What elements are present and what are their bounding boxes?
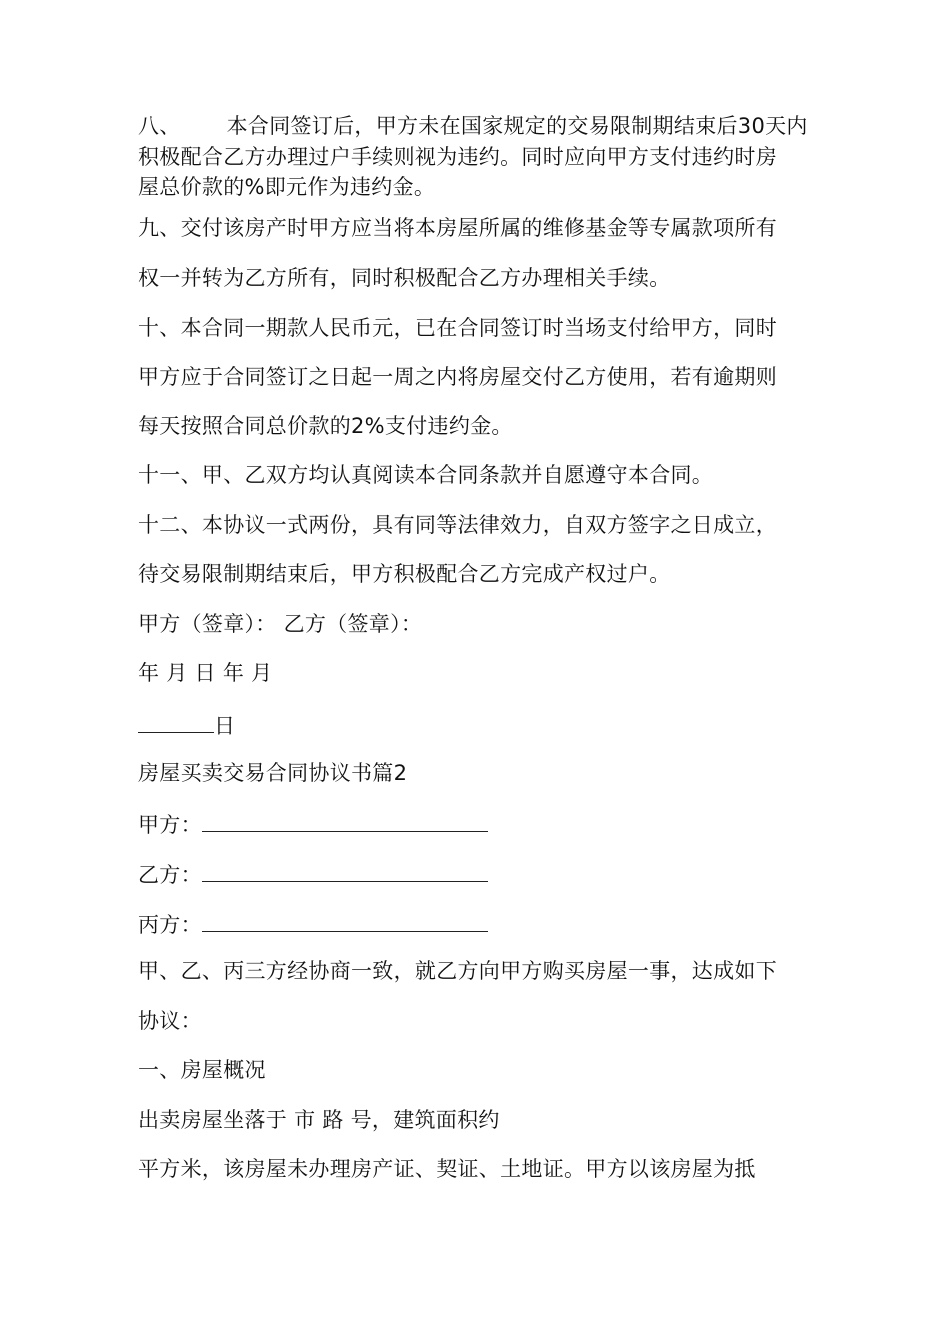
intro-line-2: 协议： bbox=[138, 1009, 202, 1033]
party-c-blank bbox=[202, 909, 488, 932]
party-a-label: 甲方： bbox=[138, 813, 202, 837]
intro-line-1: 甲、乙、丙三方经协商一致，就乙方向甲方购买房屋一事，达成如下 bbox=[138, 959, 777, 983]
clause-8-line-1 bbox=[138, 113, 808, 139]
clause-10-line-1: 十、本合同一期款人民币元，已在合同签订时当场支付给甲方，同时 bbox=[138, 316, 777, 340]
clause-12-line-1: 十二、本协议一式两份，具有同等法律效力，自双方签字之日成立， bbox=[138, 513, 777, 537]
day-label: 日 bbox=[214, 714, 236, 738]
section-2-title: 房屋买卖交易合同协议书篇2 bbox=[138, 761, 408, 785]
signature-line: 甲方（签章）： 乙方（签章）： bbox=[138, 612, 423, 636]
house-line-2: 平方米，该房屋未办理房产证、契证、土地证。甲方以该房屋为抵 bbox=[138, 1157, 756, 1181]
party-a-line bbox=[138, 809, 488, 838]
clause-8-line-3: 屋总价款的%即元作为违约金。 bbox=[138, 175, 436, 199]
party-b-blank bbox=[202, 859, 488, 882]
clause-8-text-1: 本合同签订后，甲方未在国家规定的交易限制期结束后30天内 bbox=[226, 114, 808, 138]
party-b-line bbox=[138, 859, 488, 888]
party-a-blank bbox=[202, 809, 488, 832]
clause-8-line-2: 积极配合乙方办理过户手续则视为违约。同时应向甲方支付违约时房 bbox=[138, 145, 777, 169]
clause-8-number: 八、 bbox=[138, 114, 181, 138]
house-line-1: 出卖房屋坐落于 市 路 号，建筑面积约 bbox=[138, 1108, 500, 1132]
clause-9-line-2: 权一并转为乙方所有，同时积极配合乙方办理相关手续。 bbox=[138, 266, 671, 290]
party-c-label: 丙方： bbox=[138, 913, 202, 937]
clause-10-line-3: 每天按照合同总价款的2%支付违约金。 bbox=[138, 414, 513, 438]
party-c-line bbox=[138, 909, 488, 938]
day-line bbox=[138, 710, 235, 739]
clause-10-line-2: 甲方应于合同签订之日起一周之内将房屋交付乙方使用，若有逾期则 bbox=[138, 365, 777, 389]
party-b-label: 乙方： bbox=[138, 863, 202, 887]
clause-11: 十一、甲、乙双方均认真阅读本合同条款并自愿遵守本合同。 bbox=[138, 463, 714, 487]
date-line: 年 月 日 年 月 bbox=[138, 661, 273, 685]
clause-9-line-1: 九、交付该房产时甲方应当将本房屋所属的维修基金等专属款项所有 bbox=[138, 216, 777, 240]
day-blank bbox=[138, 710, 214, 733]
heading-house-overview: 一、房屋概况 bbox=[138, 1058, 266, 1082]
clause-12-line-2: 待交易限制期结束后，甲方积极配合乙方完成产权过户。 bbox=[138, 562, 671, 586]
